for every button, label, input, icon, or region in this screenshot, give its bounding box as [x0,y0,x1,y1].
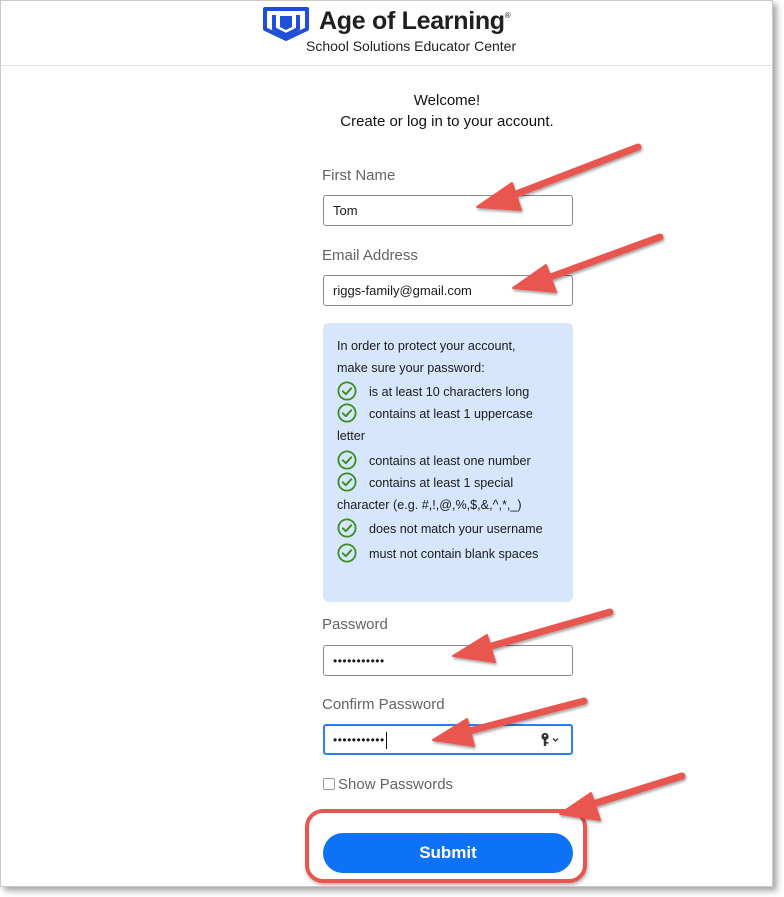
requirement-text: must not contain blank spaces [369,547,539,561]
first-name-value: Tom [333,203,358,218]
key-icon[interactable] [539,732,561,748]
requirement-item [337,403,561,447]
show-passwords-checkbox[interactable] [323,778,335,790]
requirement-item [337,381,561,403]
email-value: riggs-family@gmail.com [333,283,472,298]
site-header [1,1,772,66]
requirement-text: does not match your username [369,522,543,536]
email-label: Email Address [322,247,418,264]
requirements-intro-line-2: make sure your password: [337,361,485,375]
show-passwords-label: Show Passwords [338,776,454,793]
welcome-instructions: Create or log in to your account. [340,113,554,130]
welcome-heading: Welcome! [413,92,481,109]
check-circle-icon [337,450,357,470]
check-circle-icon [337,403,357,423]
email-input[interactable] [323,275,573,306]
password-label: Password [322,616,388,633]
password-masked-value: ••••••••••• [333,654,385,668]
check-circle-icon [337,381,357,401]
age-of-learning-logo-icon [263,7,309,41]
requirement-item [337,543,561,565]
requirement-text: is at least 10 characters long [369,385,530,399]
first-name-input[interactable] [323,195,573,226]
check-circle-icon [337,518,357,538]
welcome-message [1,90,773,132]
requirement-item [337,450,561,472]
requirement-text: contains at least 1 uppercase letter [337,407,533,443]
confirm-password-input[interactable] [323,724,573,755]
confirm-password-masked-value: ••••••••••• [333,733,385,747]
requirement-item [337,472,561,516]
brand-subtitle: School Solutions Educator Center [306,38,517,54]
requirements-intro-line-1: In order to protect your account, [337,339,516,353]
confirm-password-label: Confirm Password [322,696,445,713]
check-circle-icon [337,543,357,563]
requirement-text: contains at least 1 special character (e.g. #,!,@,%,$,&,^,*,_) [337,476,522,512]
submit-button[interactable]: Submit [323,833,573,873]
password-requirements-panel [323,323,573,602]
first-name-label: First Name [322,167,396,184]
brand-name[interactable]: Age of Learning® [319,7,511,35]
show-passwords-toggle[interactable] [323,776,453,793]
requirement-text: contains at least one number [369,454,531,468]
check-circle-icon [337,472,357,492]
password-input[interactable] [323,645,573,676]
requirement-item [337,518,561,540]
text-caret [386,732,387,749]
